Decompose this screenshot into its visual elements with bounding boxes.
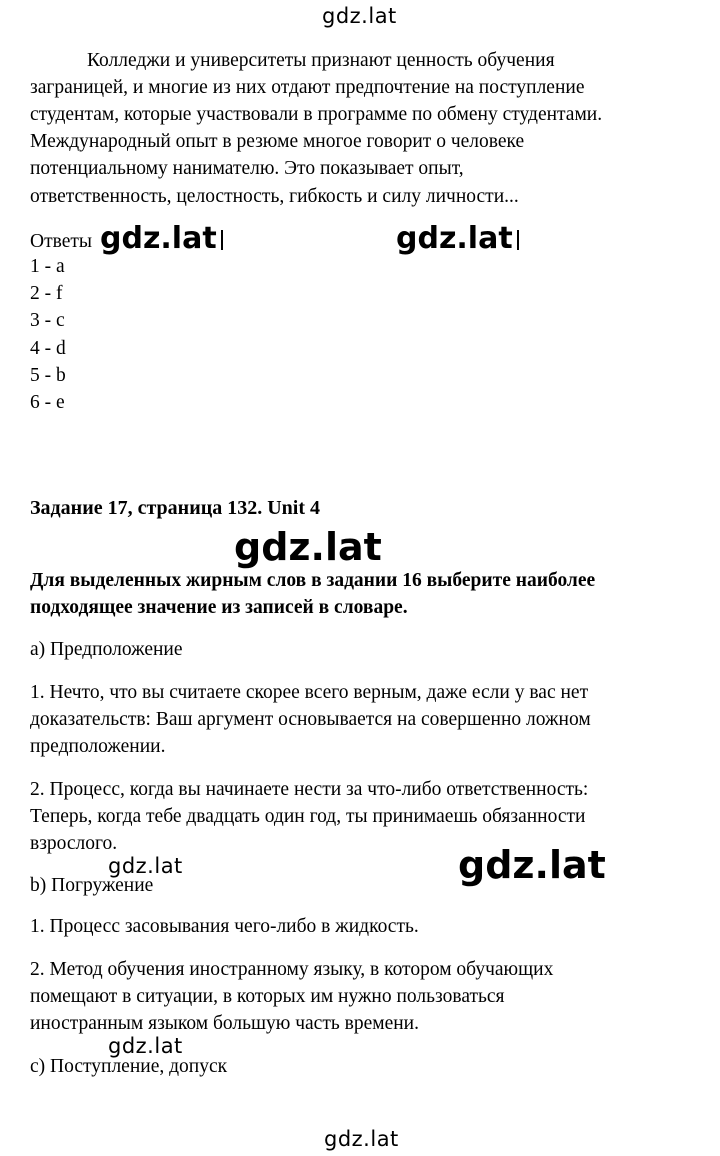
watermark-text: gdz.lat <box>100 221 217 256</box>
section-b-item2-line-3: иностранным языком большую часть времени. <box>30 1013 419 1034</box>
intro-line-4: Международный опыт в резюме многое говорит о человеке <box>30 131 525 152</box>
section-b-item1-line-1: 1. Процесс засовывания чего-либо в жидкость. <box>30 916 419 937</box>
task-instruction-line-2: подходящее значение из записей в словаре. <box>30 597 408 618</box>
intro-line-5: потенциальному нанимателю. Это показывает опыт, <box>30 158 464 179</box>
watermark-bottom: gdz.lat <box>324 1127 399 1151</box>
intro-line-6: ответственность, целостность, гибкость и силу личности... <box>30 186 519 207</box>
section-a-item2-line-2: Теперь, когда тебе двадцать один год, ты принимаешь обязанности <box>30 806 586 827</box>
answers-label: Ответы <box>30 231 92 252</box>
intro-line-1: Колледжи и университеты признают ценность обучения <box>87 50 555 71</box>
section-a-item1-line-1: 1. Нечто, что вы считаете скорее всего верным, даже если у вас нет <box>30 682 589 703</box>
task-heading: Задание 17, страница 132. Unit 4 <box>30 497 321 519</box>
watermark-answers-2 <box>396 221 519 256</box>
answer-item-6: 6 - e <box>30 392 65 413</box>
section-a-item1-line-2: доказательств: Ваш аргумент основывается на совершенно ложном <box>30 709 591 730</box>
section-b-item2-line-2: помещают в ситуации, в которых им нужно пользоваться <box>30 986 505 1007</box>
answer-item-2: 2 - f <box>30 283 63 304</box>
task-instruction-line-1: Для выделенных жирным слов в задании 16 выберите наиболее <box>30 570 596 591</box>
section-a-title: a) Предположение <box>30 639 183 660</box>
section-b-title: b) Погружение <box>30 875 154 896</box>
watermark-heading: gdz.lat <box>234 525 382 569</box>
watermark-top: gdz.lat <box>322 4 397 28</box>
intro-line-3: студентам, которые участвовали в программе по обмену студентами. <box>30 104 603 125</box>
watermark-text: gdz.lat <box>396 221 513 256</box>
section-a-item2-line-1: 2. Процесс, когда вы начинаете нести за что-либо ответственность: <box>30 779 589 800</box>
watermark-section-b-small: gdz.lat <box>108 854 183 878</box>
section-c-title: c) Поступление, допуск <box>30 1056 228 1077</box>
intro-line-2: заграницей, и многие из них отдают предпочтение на поступление <box>30 77 585 98</box>
answer-item-3: 3 - c <box>30 310 65 331</box>
section-a-item2-line-3: взрослого. <box>30 833 118 854</box>
answer-item-4: 4 - d <box>30 338 66 359</box>
watermark-answers-1 <box>100 221 223 256</box>
answer-item-1: 1 - a <box>30 256 65 277</box>
watermark-section-b-large: gdz.lat <box>458 843 606 887</box>
cursor-bar <box>221 230 223 250</box>
watermark-section-c: gdz.lat <box>108 1034 183 1058</box>
cursor-bar <box>517 230 519 250</box>
section-a-item1-line-3: предположении. <box>30 736 166 757</box>
answer-item-5: 5 - b <box>30 365 66 386</box>
section-b-item2-line-1: 2. Метод обучения иностранному языку, в котором обучающих <box>30 959 554 980</box>
